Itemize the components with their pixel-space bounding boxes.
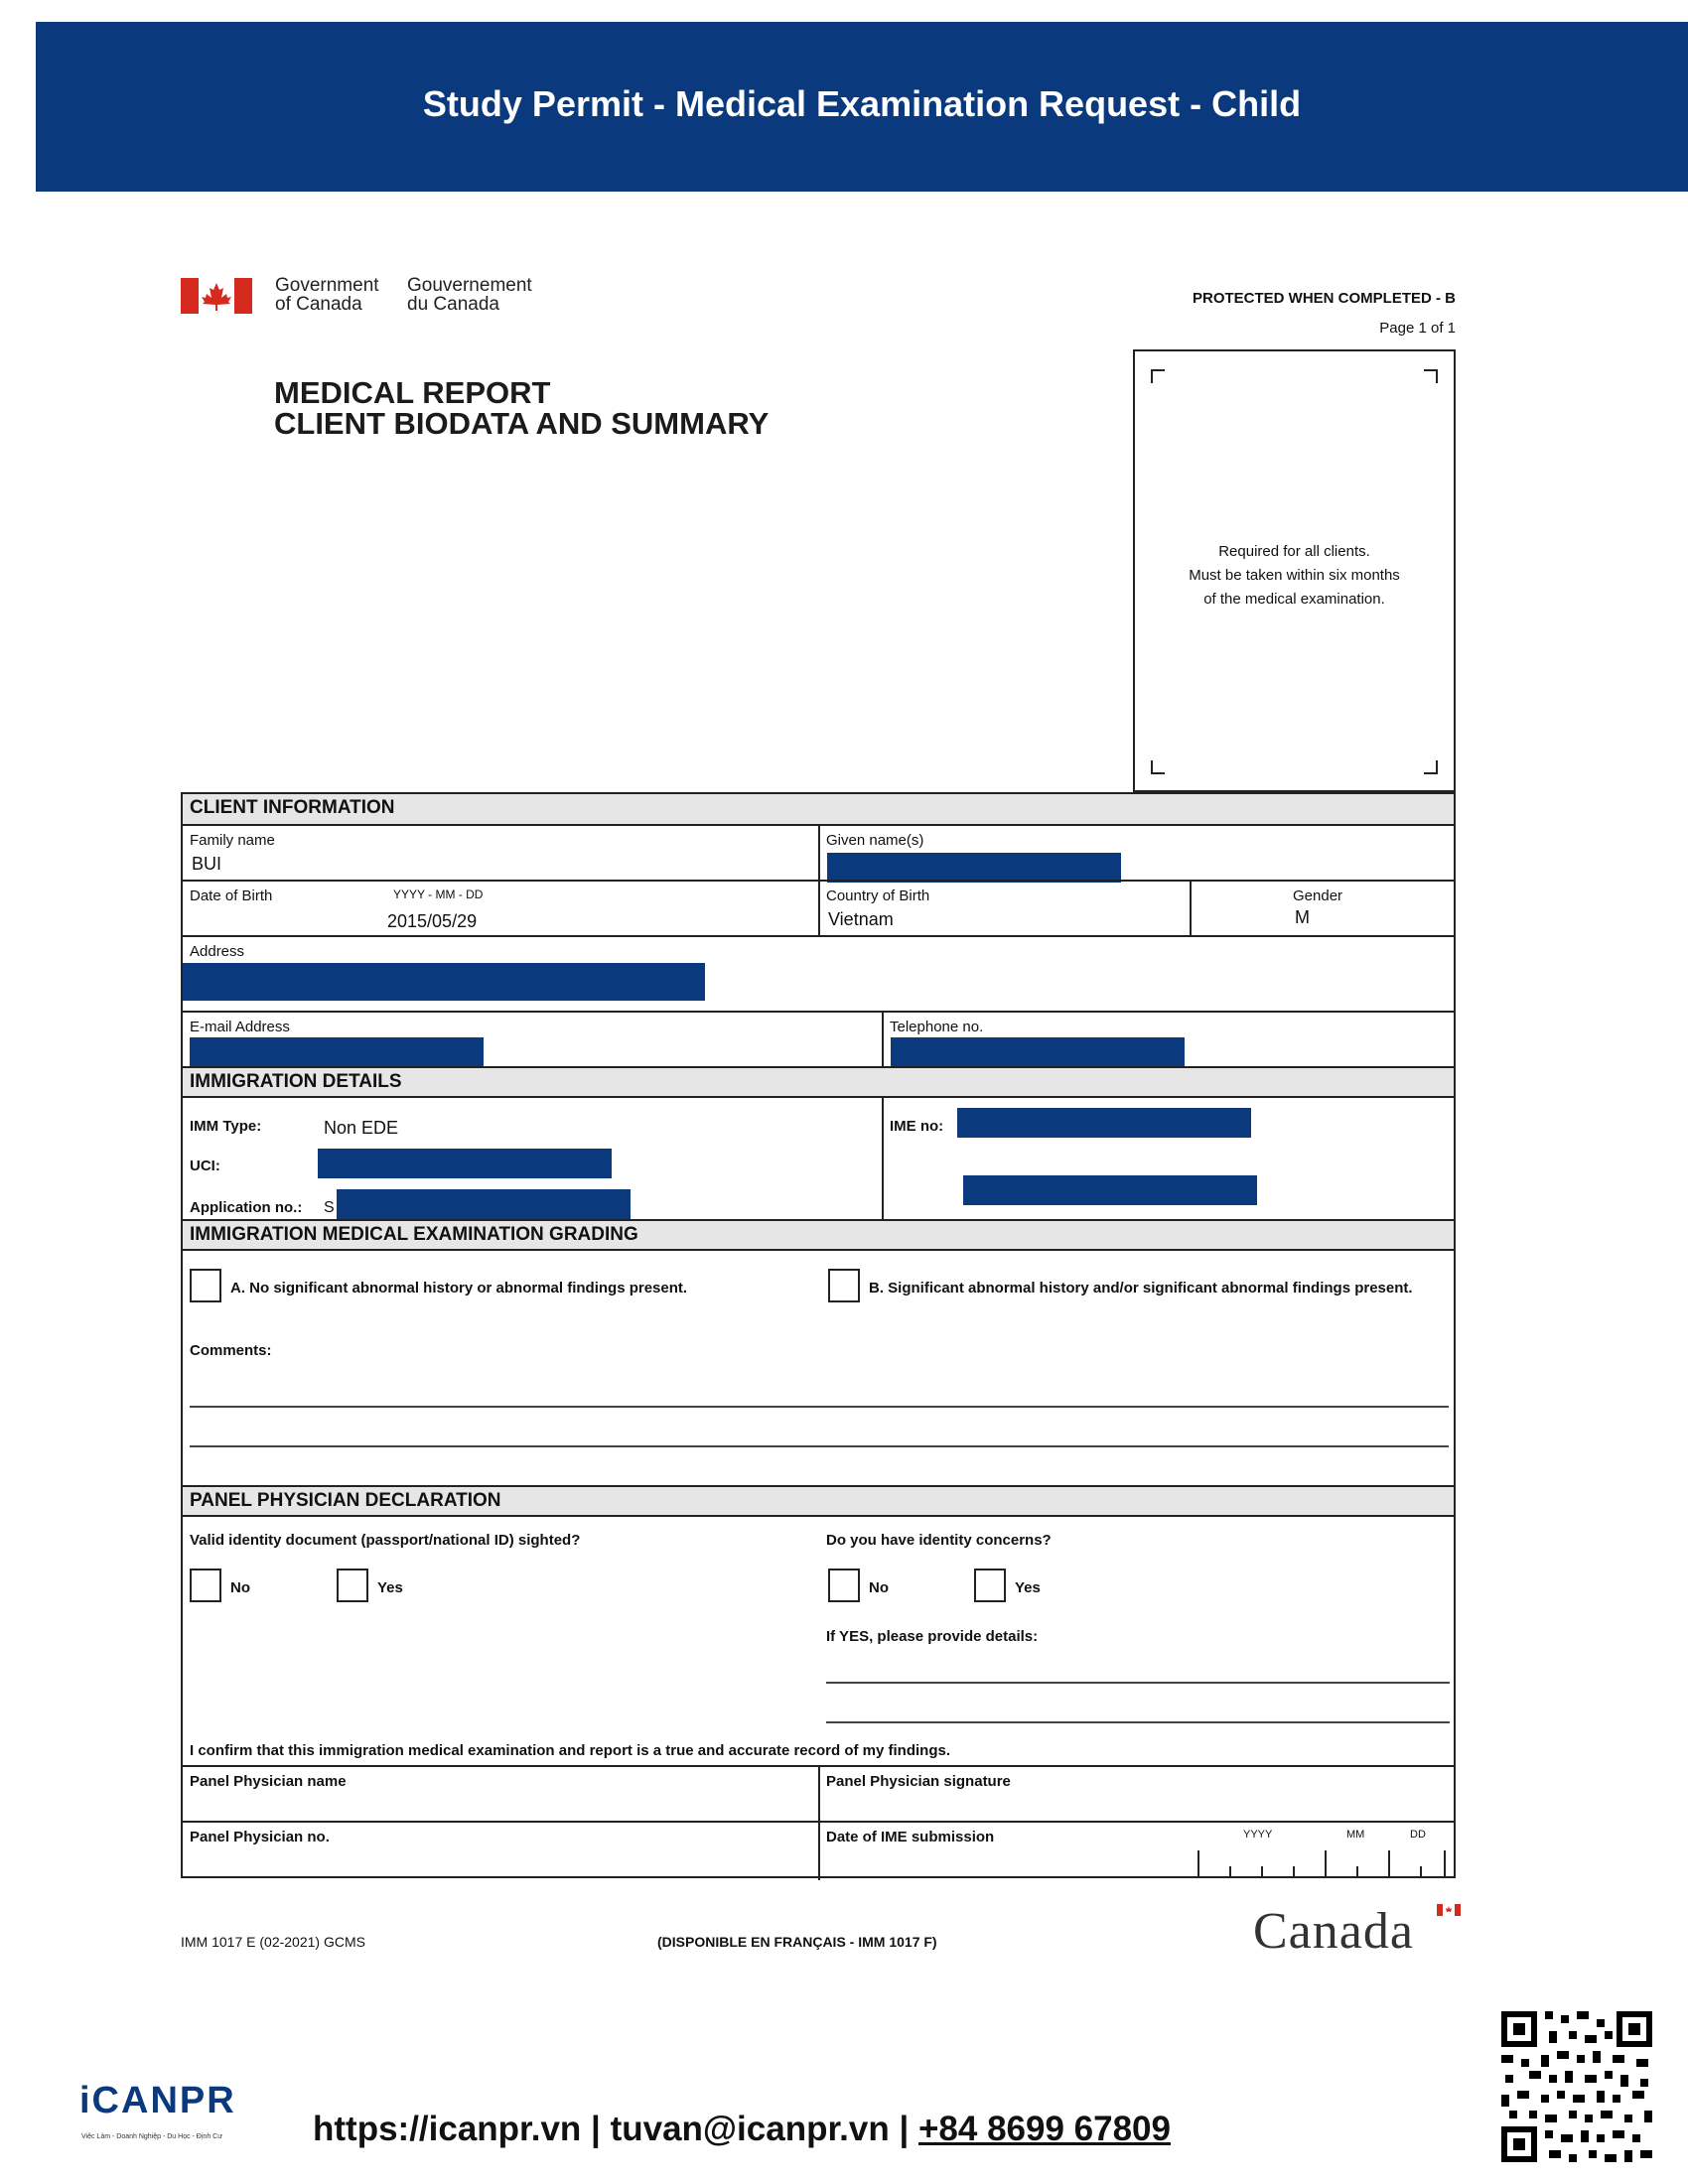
date-tick: [1261, 1866, 1263, 1876]
website-link[interactable]: https://icanpr.vn: [313, 2110, 582, 2148]
identity-no-checkbox[interactable]: [828, 1569, 860, 1602]
gender-value[interactable]: M: [1295, 907, 1310, 927]
application-no-label: Application no.:: [190, 1199, 303, 1216]
grade-a-checkbox[interactable]: [190, 1269, 221, 1302]
ime-no-redacted-2: [963, 1175, 1257, 1205]
valid-id-no-checkbox[interactable]: [190, 1569, 221, 1602]
divider: [183, 935, 1454, 937]
date-tick: [1444, 1850, 1446, 1876]
family-name-value[interactable]: BUI: [192, 854, 222, 874]
logo-text: iCANPR: [79, 2080, 236, 2121]
government-of-canada-label: [275, 276, 379, 314]
confirmation-statement: I confirm that this immigration medical examination and report is a true and accurate record of my findings.: [190, 1742, 950, 1759]
divider: [183, 1011, 1454, 1013]
address-redacted: [183, 963, 705, 1001]
icanpr-logo: [79, 2080, 258, 2159]
valid-id-question: Valid identity document (passport/national ID) sighted?: [190, 1532, 581, 1549]
date-tick: [1293, 1866, 1295, 1876]
yyyy-label: YYYY: [1243, 1829, 1273, 1841]
dob-label: Date of Birth: [190, 887, 273, 904]
divider: [183, 1821, 1454, 1823]
application-no-redacted: [337, 1189, 631, 1219]
logo-tagline: Việc Làm - Doanh Nghiệp - Du Học - Định Cư: [81, 2133, 222, 2140]
application-no-prefix: S: [324, 1199, 335, 1216]
date-tick: [1229, 1866, 1231, 1876]
email-label: E-mail Address: [190, 1019, 290, 1035]
ime-no-redacted: [957, 1108, 1251, 1138]
country-of-birth-label: Country of Birth: [826, 887, 930, 904]
valid-id-yes-checkbox[interactable]: [337, 1569, 368, 1602]
section-immigration-details: IMMIGRATION DETAILS: [183, 1066, 1454, 1098]
canada-wordmark: [1253, 1902, 1414, 1961]
phone-link[interactable]: +84 8699 67809: [917, 2110, 1171, 2148]
valid-id-no-label: No: [230, 1579, 250, 1596]
email-link[interactable]: tuvan@icanpr.vn: [610, 2110, 890, 2148]
date-tick: [1388, 1850, 1390, 1876]
divider: [882, 1098, 884, 1219]
qr-code-icon[interactable]: [1497, 2007, 1656, 2166]
comments-line[interactable]: [190, 1406, 1449, 1408]
divider: [1190, 880, 1192, 935]
given-name-label: Given name(s): [826, 832, 924, 849]
dd-label: DD: [1410, 1829, 1426, 1841]
physician-no-label: Panel Physician no.: [190, 1829, 330, 1845]
divider: [818, 1765, 820, 1880]
section-client-information: CLIENT INFORMATION: [183, 794, 1454, 826]
gov-fr-text: Gouvernement du Canada: [407, 275, 532, 315]
valid-id-yes-label: Yes: [377, 1579, 403, 1596]
physician-name-label: Panel Physician name: [190, 1773, 347, 1790]
telephone-label: Telephone no.: [890, 1019, 984, 1035]
gouvernement-du-canada-label: [407, 276, 532, 314]
uci-redacted: [318, 1149, 612, 1178]
photo-box: [1133, 349, 1456, 792]
divider: [882, 1011, 884, 1066]
details-line[interactable]: [826, 1682, 1450, 1684]
separator: |: [581, 2110, 611, 2148]
mm-label: MM: [1346, 1829, 1365, 1841]
wordmark-flag-icon: [1437, 1904, 1461, 1916]
dob-value[interactable]: 2015/05/29: [387, 911, 478, 931]
banner-title: Study Permit - Medical Examination Request - Child: [422, 83, 1302, 124]
gender-label: Gender: [1293, 887, 1343, 904]
imm-type-label: IMM Type:: [190, 1118, 262, 1135]
physician-signature-label: Panel Physician signature: [826, 1773, 1011, 1790]
protected-label: PROTECTED WHEN COMPLETED - B: [1193, 290, 1456, 307]
details-line[interactable]: [826, 1721, 1450, 1723]
if-yes-label: If YES, please provide details:: [826, 1628, 1039, 1645]
page-number: Page 1 of 1: [1379, 320, 1456, 337]
country-of-birth-value[interactable]: Vietnam: [828, 909, 894, 929]
submission-date-label: Date of IME submission: [826, 1829, 995, 1845]
comments-label: Comments:: [190, 1342, 272, 1359]
canada-flag-icon: [181, 278, 252, 314]
identity-concerns-question: Do you have identity concerns?: [826, 1532, 1052, 1549]
comments-line[interactable]: [190, 1445, 1449, 1447]
section-physician-declaration: PANEL PHYSICIAN DECLARATION: [183, 1485, 1454, 1517]
contact-line: [313, 2110, 1171, 2149]
telephone-redacted: [891, 1037, 1185, 1067]
date-tick: [1356, 1866, 1358, 1876]
gov-en-text: Government of Canada: [275, 275, 379, 315]
corner-mark: [1424, 760, 1438, 774]
date-tick: [1420, 1866, 1422, 1876]
title-banner: [36, 22, 1688, 192]
imm-type-value[interactable]: Non EDE: [324, 1118, 399, 1138]
identity-no-label: No: [869, 1579, 889, 1596]
uci-label: UCI:: [190, 1158, 220, 1174]
divider: [183, 880, 1454, 882]
given-name-redacted: [827, 853, 1121, 883]
dob-format-label: YYYY - MM - DD: [393, 887, 484, 901]
form-id: IMM 1017 E (02-2021) GCMS: [181, 1934, 365, 1950]
date-tick: [1325, 1850, 1327, 1876]
email-redacted: [190, 1037, 484, 1067]
corner-mark: [1151, 369, 1165, 383]
identity-yes-label: Yes: [1015, 1579, 1041, 1596]
grade-b-label: B. Significant abnormal history and/or significant abnormal findings present.: [869, 1280, 1413, 1297]
identity-yes-checkbox[interactable]: [974, 1569, 1006, 1602]
separator: |: [889, 2110, 918, 2148]
grade-a-label: A. No significant abnormal history or abnormal findings present.: [230, 1280, 688, 1297]
grade-b-checkbox[interactable]: [828, 1269, 860, 1302]
ime-no-label: IME no:: [890, 1118, 944, 1135]
address-label: Address: [190, 943, 245, 960]
medical-report-form: [181, 792, 1456, 1878]
family-name-label: Family name: [190, 832, 275, 849]
report-title: MEDICAL REPORT CLIENT BIODATA AND SUMMARY: [274, 375, 770, 441]
section-grading: IMMIGRATION MEDICAL EXAMINATION GRADING: [183, 1219, 1454, 1251]
canada-wordmark-text: Canada: [1253, 1903, 1414, 1960]
corner-mark: [1424, 369, 1438, 383]
photo-instructions: Required for all clients. Must be taken within six months of the medical examination.: [1189, 543, 1400, 608]
french-availability: (DISPONIBLE EN FRANÇAIS - IMM 1017 F): [657, 1934, 937, 1950]
corner-mark: [1151, 760, 1165, 774]
date-tick: [1197, 1850, 1199, 1876]
